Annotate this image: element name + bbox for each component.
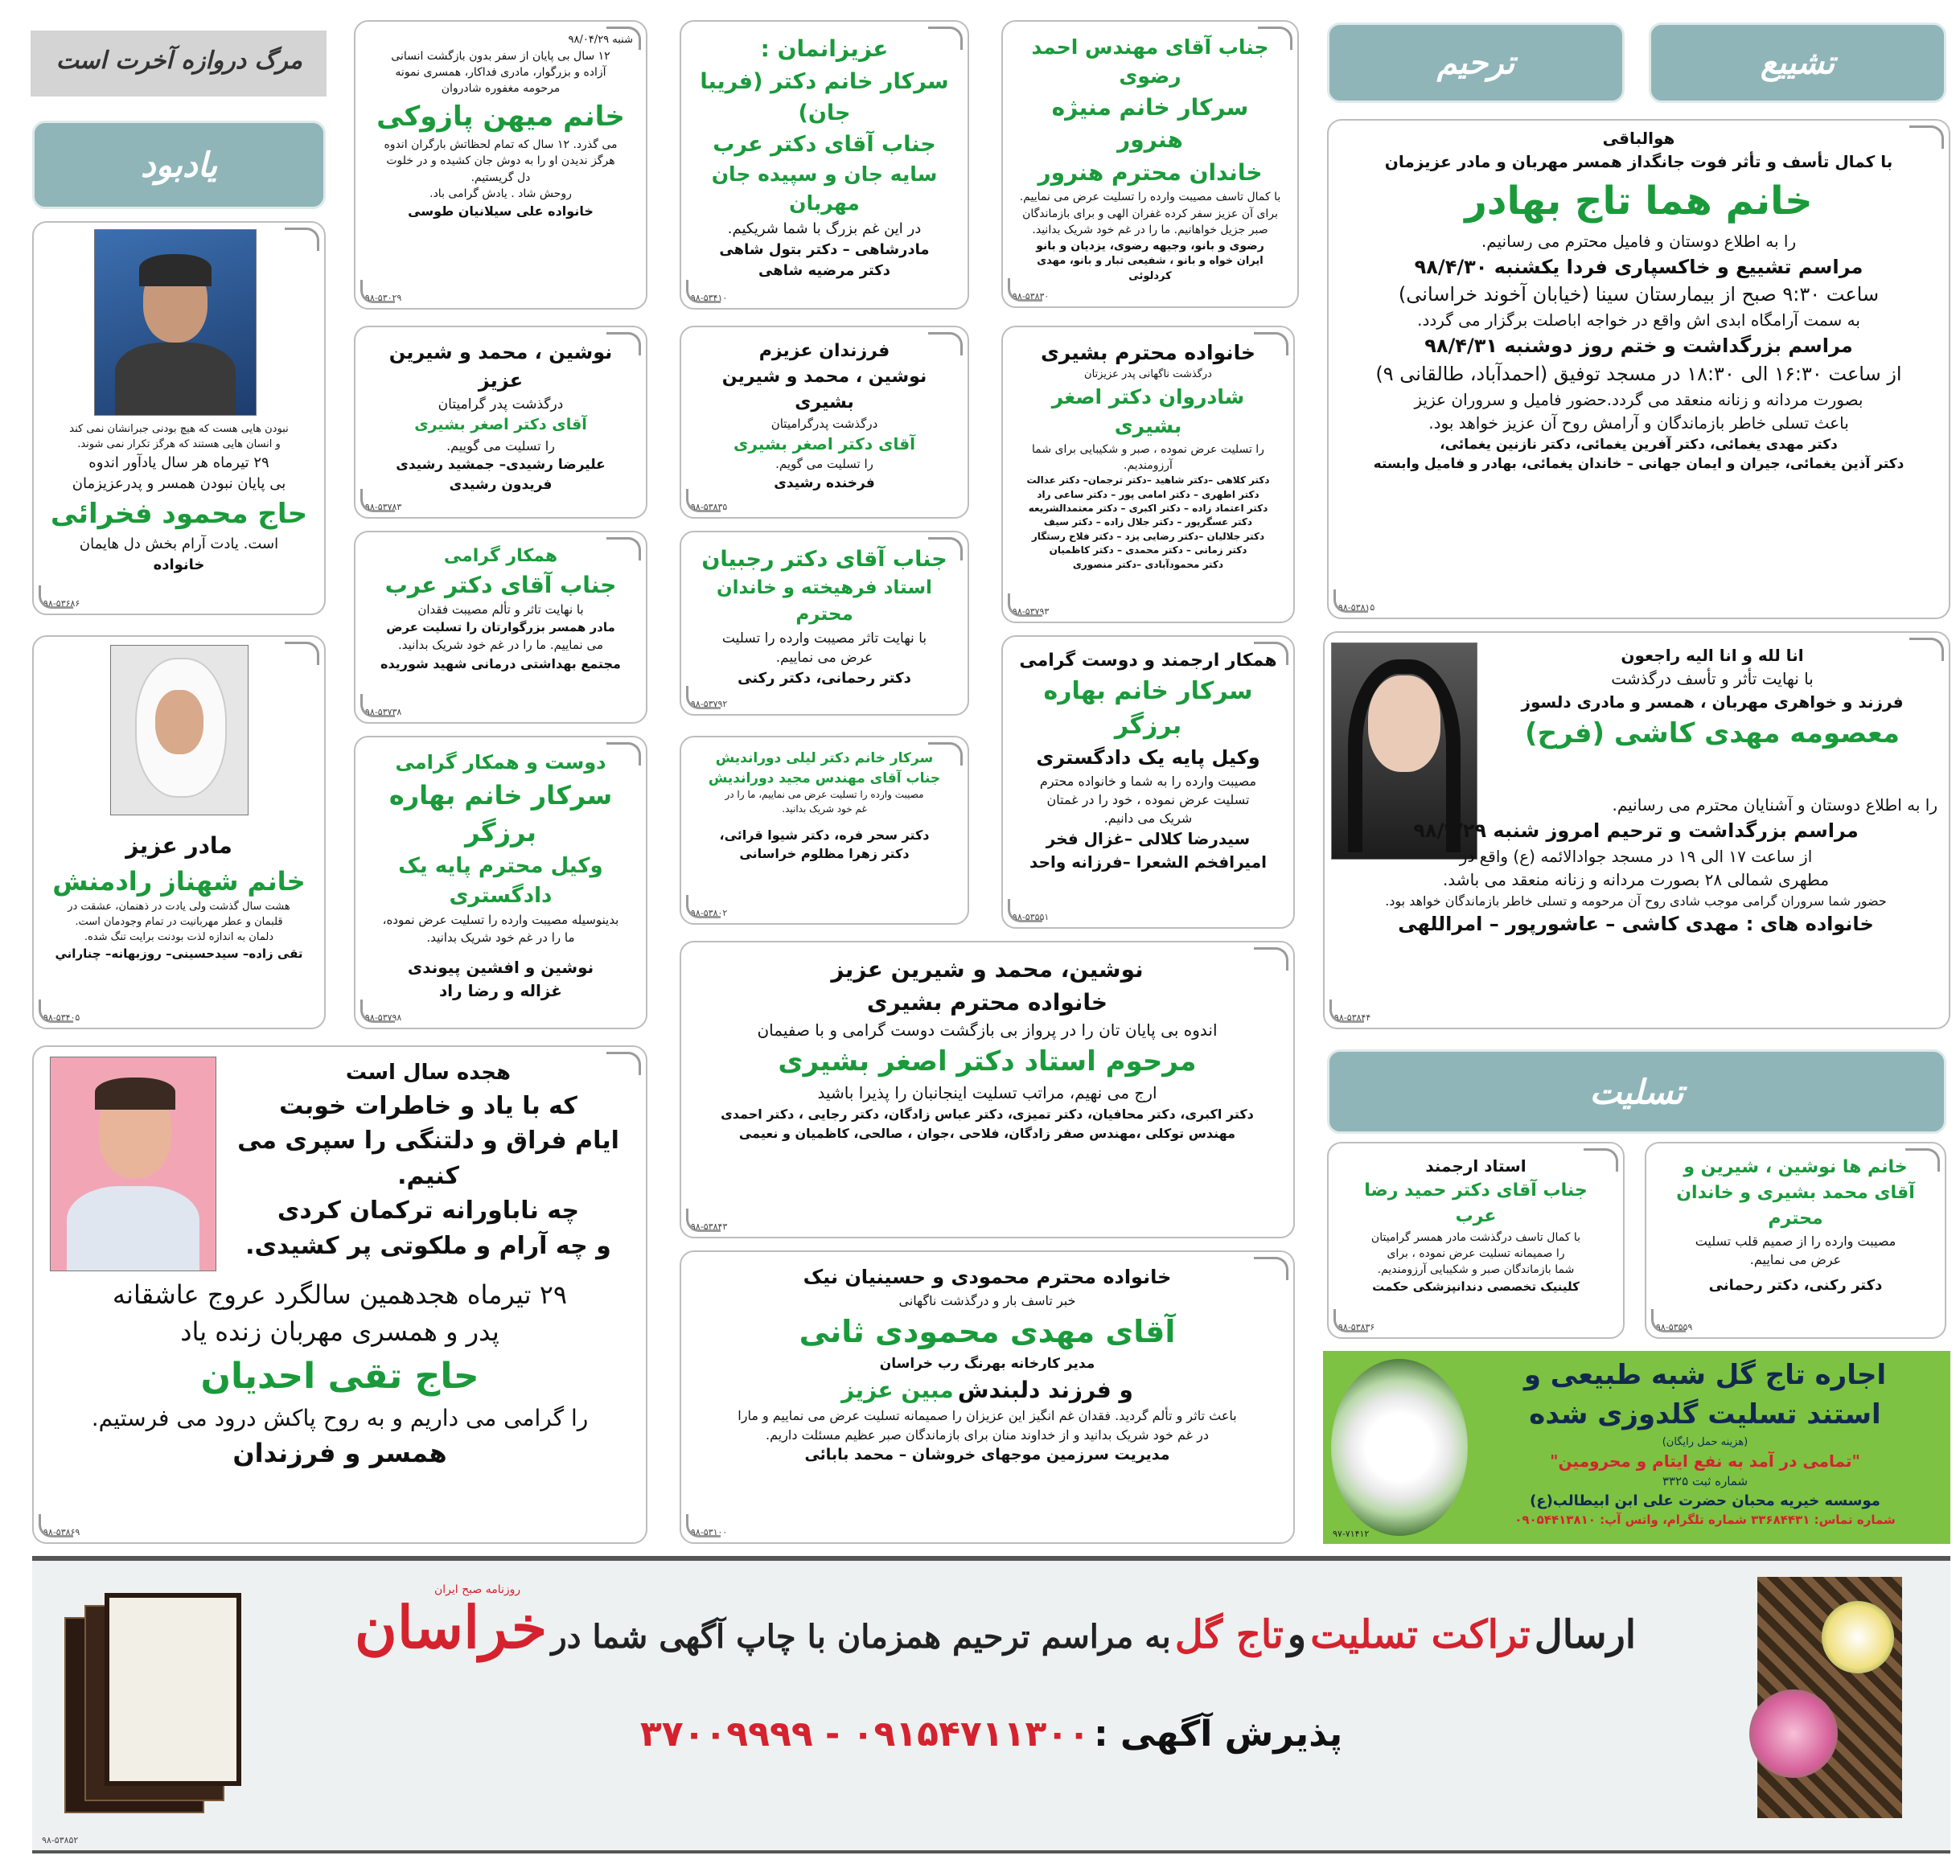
ad-main-line: ساعت ۹:۳۰ صبح از بیمارستان سینا (خیابان آخوند خراسانی) [1398, 283, 1880, 306]
banner-word: و [1287, 1612, 1307, 1657]
ad-code: ۹۸-۵۳۵۵۱ [1013, 912, 1050, 922]
ad-code: ۹۸-۵۳۸۰۲ [691, 908, 728, 918]
ad-line: روحش شاد . یادش گرامی باد. [429, 187, 572, 200]
ad-line: ما را در غم خود شریک بدانید. [426, 930, 575, 945]
ad-line: ۲۹ تیرماه هجدهمین سالگرد عروج عاشقانه [112, 1279, 568, 1310]
ad-code: ۹۸-۵۳۸۳۶ [1338, 1322, 1375, 1332]
ad-code: ۹۸-۵۳۶۸۶ [43, 598, 80, 609]
ad-line: دوست و همکار گرامی [395, 751, 606, 774]
ad-code: ۹۸-۵۳۷۹۳ [1013, 606, 1050, 617]
ad-name: شادروان دکتر اصغر بشیری [1051, 385, 1245, 438]
ad-signers: سیدرضا کلالی –غزال فخر [1046, 829, 1251, 849]
portrait-photo [110, 645, 249, 815]
ad-signers: مادرشاهی – دکتر بتول شاهی [719, 240, 930, 258]
ad-line: خانواده محترم محمودی و حسینیان نیک [803, 1266, 1172, 1288]
ad-line: و انسان هایی هستند که هرگز تکرار نمی شوند. [77, 437, 281, 450]
ad-line: مصیبت وارده را از صمیم قلب تسلیت [1695, 1233, 1896, 1249]
ad-line: نوشین، محمد و شیرین عزیز [831, 956, 1144, 983]
ad-line: مصیبت وارده را به شما و خانواده محترم [1039, 773, 1257, 789]
ad-code: ۹۸-۵۳۸۵۲ [42, 1835, 79, 1845]
ad-line: خاندان محترم هنرور [1038, 158, 1263, 186]
banner-word: ارسال [1534, 1612, 1637, 1657]
ad-main-line: باعث تسلی خاطر بازماندگان و آرامش روح آن عزیز خواهد بود. [1428, 413, 1849, 433]
ad-signers: دکتر جلالیان –دکتر رضایی یزد – دکتر فلاح رستگار [1031, 530, 1265, 542]
ad-code: ۹۸-۵۳۴۱۰ [691, 293, 728, 303]
ad-line: را تسلیت عرض نموده ، صبر و شکیبایی برای شما [1032, 442, 1264, 456]
ad-mahmoudi-sani [680, 1250, 1295, 1544]
ad-code: ۹۸-۵۳۷۳۸ [365, 707, 402, 717]
ad-line: می گذرد. ۱۲ سال که تمام لحظاتش بارگران اندوه [384, 138, 618, 152]
ad-name: حاج محمود فخرائی [50, 497, 308, 530]
banner-word: به مراسم ترحیم همزمان با چاپ آگهی شما در [551, 1618, 1171, 1656]
ad-line: ۱۲ سال بی پایان از سفر بدون بازگشت انسانی [391, 49, 610, 63]
ad-name: جناب آقای دکتر عرب [384, 571, 617, 598]
flower-line: "تمامی در آمد به نفع ایتام و محرومین" [1550, 1451, 1860, 1472]
ad-kashi-line: انا لله و انا الیه راجعون [1621, 646, 1804, 665]
ad-signers: ایران خواه و بانو ، شفیعی تبار و بانو، مهدی کردلوئی [1037, 255, 1264, 283]
ad-name: جناب آقای دکتر حمید رضا عرب [1364, 1180, 1588, 1226]
ad-line: سرکار خانم منیژه هنرور [1051, 93, 1249, 154]
ad-signers: دکتر عسگرپور – دکتر جلال زاده – دکتر سیف [1043, 516, 1253, 528]
header-yadbood [32, 121, 326, 209]
ad-code: ۹۸-۵۳۸۱۵ [1338, 602, 1375, 613]
ad-kashi-line: حضور شما سروران گرامی موجب شادی روح آن مرحومه و تسلی خاطر بازماندگان خواهد بود. [1385, 893, 1887, 909]
ad-farzandan [680, 326, 969, 519]
ad-line: فرزندان عزیزم [758, 341, 890, 361]
ad-line: چه ناباورانه ترکمان کردی [277, 1197, 580, 1225]
ad-shahnaz-radmanesh [32, 635, 326, 1029]
ad-line: سرکار خانم بهاره برزگر [388, 779, 613, 848]
ad-line: استاد فرهیخته و خاندان محترم [717, 577, 932, 626]
ad-signers: خانواده علی سیلانیان طوسی [408, 203, 594, 220]
header-tarhim-label: ترحیم [1436, 43, 1515, 82]
ad-line: سایه جان و سپیده جان مهربان [711, 162, 938, 216]
ad-line: اندوه بی پایان تان را در پرواز بی بازگشت دوست گرامی و با صفیمان [757, 1020, 1218, 1041]
khorasan-banner [32, 1556, 1950, 1853]
ad-main-line: به سمت آرامگاه ابدی اش واقع در خواجه اباصلت برگزار می گردد. [1417, 310, 1860, 330]
ad-line: همکار گرامی [443, 546, 558, 566]
ad-kashi-line: مراسم بزرگداشت و ترحیم امروز شنبه ۹۸/۴/۲۹ [1413, 819, 1859, 842]
ad-line: مدیر کارخانه بهرنگ رب خراسان [879, 1356, 1095, 1373]
ad-signers: دکتر رحمانی، دکتر رکنی [738, 670, 911, 688]
ad-line: در این غم بزرگ با شما شریکیم. [727, 220, 922, 237]
ad-hamid-reza-arab [1327, 1142, 1625, 1339]
ad-main-signers: دکتر مهدی یغمائی، دکتر آفرین یغمائی، دکتر نازنین یغمائی، [1440, 436, 1838, 453]
ad-line: با نهایت تاثر و تألم مصیبت فقدان [417, 602, 584, 618]
ad-line: بدینوسیله مصیبت وارده را تسلیت عرض نموده، [382, 912, 619, 927]
ad-line: پدر و همسری مهربان زنده یاد [180, 1316, 499, 1348]
ad-main-line: مراسم تشییع و خاکسپاری فردا یکشنبه ۹۸/۴/۳۰ [1414, 255, 1863, 278]
ad-line: هجده سال است [345, 1061, 512, 1085]
ad-line: شریک می دانیم. [1103, 811, 1193, 827]
ad-line: که با یاد و خاطرات خوبت [279, 1091, 577, 1120]
header-yadbood-label: یادبود [140, 145, 218, 185]
ad-line: عرض می نماییم. [775, 650, 873, 667]
ad-signers: دکتر زمانی – دکتر محمدی – دکتر کاظمیان [1049, 544, 1247, 556]
ad-line: وکیل محترم پایه یک دادگستری [398, 853, 603, 909]
ad-fariba [680, 20, 969, 310]
trakat-card-image [64, 1593, 249, 1818]
ad-line: خبر تاسف بار و درگذشت ناگهانی [898, 1292, 1076, 1308]
ad-line: هشت سال گذشت ولی یادت در ذهنمان، عشقت در [68, 900, 290, 913]
flower-line: شماره ثبت ۳۳۲۵ [1662, 1474, 1748, 1489]
ad-line: قلبمان و عطر مهربانیت در تمام وجودمان است. [75, 915, 283, 928]
banner-word-red: تاج گل [1174, 1612, 1284, 1657]
ad-name: آقای مهدی محمودی ثانی [799, 1313, 1176, 1349]
header-tarhim [1327, 23, 1625, 103]
ad-arab-colleague [354, 531, 647, 724]
ad-line: است. یادت آرام بخش دل هایمان [79, 536, 279, 553]
ad-line: و فرزند دلبندش [957, 1376, 1133, 1403]
flower-stand-image [1725, 1577, 1934, 1834]
ad-line: را گرامی می داریم و به روح پاکش درود می فرستیم. [91, 1404, 589, 1431]
ad-rajabian [680, 531, 969, 716]
portrait-photo [94, 229, 257, 416]
ad-line: دل گریستیم. [470, 170, 531, 184]
ad-signers: فرخنده رشیدی [774, 475, 875, 492]
khorasan-logo: خراسان [354, 1593, 548, 1661]
ad-line: درگذشت ناگهانی پدر عزیزتان [1084, 368, 1212, 381]
ad-main-signers: دکتر آذین یغمائی، جیران و ایمان جهانی – خاندان یغمائی، بهادر و فامیل وابسته [1373, 456, 1905, 473]
ad-signers: دکتر رکنی، دکتر رحمانی [1708, 1277, 1883, 1295]
ad-ostad-bashiri [680, 941, 1295, 1238]
ad-line: آقای محمد بشیری و خاندان محترم [1676, 1182, 1915, 1229]
ad-name: سرکار خانم بهاره برزگر [1043, 676, 1253, 741]
ad-signers: خانواده [153, 556, 205, 574]
flower-line: اجاره تاج گل شبه طبیعی و [1523, 1359, 1887, 1391]
ad-kashi-name: معصومه مهدی کاشی (فرح) [1525, 717, 1900, 749]
ad-name: مبین عزیز [841, 1376, 954, 1403]
khorasan-logo-tagline: روزنامه صبح ایران [434, 1583, 521, 1596]
ad-rezavi [1001, 20, 1299, 308]
ad-code: ۹۸-۵۳۸۴۳ [691, 1221, 728, 1232]
flower-wreath-image [1331, 1359, 1468, 1536]
ad-signers: دکتر زهرا مظلوم خراسانی [739, 846, 910, 862]
ad-line: شما بازماندگان صبر و شکیبایی آرزومندیم. [1377, 1263, 1575, 1277]
ad-main-line: را به اطلاع دوستان و فامیل محترم می رسانیم. [1481, 231, 1797, 251]
ad-signers: دکتر اطهری – دکتر امامی پور – دکتر ساعی راد [1037, 488, 1259, 500]
ad-signers: دکتر مرضیه شاهی [758, 261, 890, 279]
ad-signers: دکتر اعتماد زاده – دکتر اکبری – دکتر معتمدالشریعه [1028, 502, 1268, 514]
ad-line: جناب آقای دکتر عرب [713, 131, 936, 157]
ad-kashi-line: با نهایت تأثر و تأسف درگذشت [1611, 669, 1814, 688]
ad-code: ۹۸-۵۳۷۹۲ [691, 699, 728, 709]
motto-box [31, 31, 327, 96]
ad-date: شنبه ۹۸/۰۴/۲۹ [568, 34, 633, 46]
ad-line: جناب آقای دکتر رجبیان [701, 547, 947, 572]
ad-homa-taj-bahador [1327, 119, 1950, 619]
header-tashyi-label: تشییع [1760, 43, 1835, 82]
ad-code: ۹۷-۷۱۴۱۲ [1333, 1529, 1370, 1539]
ad-code: ۹۸-۵۳۸۳۵ [691, 502, 728, 512]
banner-phone: ۰۹۱۵۴۷۱۱۳۰۰ - ۳۷۰۰۹۹۹۹ [639, 1714, 1091, 1755]
ad-line: نوشین ، محمد و شیرین بشیری [721, 366, 927, 413]
ad-signers: دکتر کلاهی –دکتر شاهید –دکتر ترجمان– دکتر عدالت [1026, 474, 1270, 486]
ad-signers: مهندس توکلی ،مهندس صفر زادگان، فلاحی ،جوان ، صالحی، کاظمیان و نعیمی [738, 1125, 1236, 1141]
ad-code: ۹۸-۵۳۱۰۰ [691, 1527, 728, 1537]
ad-line: با کمال تاسف درگذشت مادر همسر گرامیتان [1370, 1230, 1581, 1244]
ad-line: می نماییم. ما را در غم خود شریک بدانید. [397, 637, 604, 652]
ad-line: دلمان به اندازه لذت بودنت برایت تنگ شده. [84, 930, 274, 943]
ad-line: غم خود شریک بدانید. [782, 803, 867, 815]
ad-signers: دکتر محمودآبادی –دکتر منصوری [1072, 558, 1224, 570]
ad-line: خانم ها نوشین ، شیرین و [1683, 1157, 1908, 1177]
ad-line: را تسلیت می گوییم. [446, 437, 555, 454]
ad-line: بی پایان نبودن همسر و پدرعزیزمان [72, 474, 286, 492]
ad-main-line: بصورت مردانه و زنانه منعقد می گردد.حضور فامیل و سروران عزیز [1414, 389, 1863, 409]
ad-line: مادر همسر بزرگوارتان را تسلیت عرض [386, 620, 615, 635]
ad-code: ۹۸-۵۳۸۶۹ [43, 1527, 80, 1537]
ad-nooshin-shirin-2 [1645, 1142, 1946, 1339]
ad-line: عزیزانمان : [760, 35, 889, 62]
ad-line: باعث تاثر و تألم گردید. فقدان غم انگیز این عزیزان را صمیمانه تسلیت عرض می نماییم و مارا [738, 1408, 1237, 1424]
ad-signers: فریدون رشیدی [449, 476, 553, 493]
ad-signers: مدیریت سرزمین موجهای خروشان – محمد بابائی [804, 1445, 1170, 1463]
ad-line: خانواده محترم بشیری [1040, 341, 1256, 364]
ad-line: ایام فراق و دلتنگی را سپری می کنیم. [237, 1127, 619, 1190]
ad-line: مرحومه مغفوره شادروان [441, 82, 561, 96]
ad-line: استاد ارجمند [1425, 1156, 1526, 1176]
ad-bahareh-barzegar-1 [1001, 635, 1295, 929]
ad-line: عرض می نماییم. [1749, 1251, 1842, 1267]
ad-flower-rental [1323, 1351, 1950, 1544]
ad-name: خانم شهناز رادمنش [52, 865, 306, 897]
ad-code: ۹۸-۵۳۵۵۹ [1656, 1322, 1693, 1332]
flower-line: (هزینه حمل رایگان) [1662, 1435, 1748, 1448]
ad-line: و چه آرام و ملکوتی پر کشیدی. [245, 1231, 611, 1260]
ad-line: مادر عزیز [125, 832, 232, 859]
ad-line: نبودن هایی هست که هیچ بودنی جبرانشان نمی کند [69, 423, 289, 435]
ad-name: آقای دکتر اصغر بشیری [733, 434, 915, 454]
ad-line: جناب آقای مهندس احمد رضوی [1031, 35, 1269, 88]
ad-line: مصیبت وارده را تسلیت عرض می نماییم، ما را در [725, 789, 924, 801]
ad-signers: کلینیک تخصصی دندانپزشکی حکمت [1372, 1279, 1580, 1294]
ad-bahareh-barzegar-2 [354, 736, 647, 1029]
ad-code: ۹۸-۵۳۷۸۳ [365, 502, 402, 512]
banner-label: پذیرش آگهی : [1094, 1714, 1343, 1755]
ad-nooshin-1 [354, 326, 647, 519]
ad-line: با نهایت تاثر مصیبت وارده را تسلیت [721, 630, 927, 647]
ad-line: تسلیت عرض نموده ، خود را در غمتان [1046, 791, 1250, 807]
ad-name: حاج تقی احدیان [200, 1355, 479, 1397]
ad-main-line: با کمال تأسف و تأثر فوت جانگداز همسر مهربان و مادر عزیزمان [1384, 152, 1893, 171]
ad-signers: نوشین و افشین پیوندی [407, 958, 594, 978]
ad-line: را صمیمانه تسلیت عرض نموده ، برای [1387, 1247, 1565, 1261]
ad-kashi-signers: خانواده های : مهدی کاشی – عاشورپور – امراللهی [1398, 912, 1874, 935]
flower-line: شماره تماس: ۳۳۶۸۴۴۳۱ شماره تلگرام، واتس آپ: ۰۹۰۵۴۴۱۳۸۱۰ [1514, 1513, 1896, 1528]
ad-line: را تسلیت می گویم. [775, 457, 873, 472]
ad-kashi-line: از ساعت ۱۷ الی ۱۹ در مسجد جوادالائمه (ع) واقع در [1459, 846, 1813, 866]
ad-line: ارج می نهیم، مراتب تسلیت اینجانبان را پذیرا باشید [817, 1083, 1157, 1103]
ad-code: ۹۸-۵۳۸۴۴ [1334, 1012, 1371, 1023]
ad-taghi-ahadian [32, 1045, 647, 1544]
ad-line: سرکار خانم دکتر (فریبا جان) [700, 68, 949, 125]
ad-line: برای آن عزیز سفر کرده غفران الهی و برای بازماندگان [1022, 207, 1278, 220]
ad-signers: غزاله و رضا راد [439, 981, 562, 1001]
ad-line: سرکار خانم دکتر لیلی دوراندیش [715, 750, 934, 766]
motto-text: مرگ دروازه آخرت است [55, 47, 302, 75]
ad-signers: همسر و فرزندان [232, 1438, 447, 1469]
ad-line: با کمال تاسف مصیبت وارده را تسلیت عرض می نماییم. [1019, 191, 1281, 204]
ad-line: در غم خود شریک بدانید و از خداوند منان برای بازماندگان صبر عظیم مسئلت داریم. [766, 1426, 1209, 1443]
ad-line: جناب آقای مهندس مجید دوراندیش [708, 770, 941, 786]
ad-line: همکار ارجمند و دوست گرامی [1019, 651, 1277, 671]
ad-main-name: خانم هما تاج بهادر [1465, 179, 1813, 224]
ad-mahmoud-fakhraei [32, 221, 326, 615]
ad-line: صبر جزیل خواهانیم. ما را در غم خود شریک بدانید. [1032, 223, 1268, 236]
ad-line: درگذشت پدرگرامیتان [770, 416, 878, 431]
banner-word-red: تراکت تسلیت [1310, 1612, 1531, 1657]
flower-line: موسسه خیریه محبان حضرت علی ابن ابیطالب(ع) [1530, 1492, 1880, 1510]
ad-signers: دکتر سحر فره، دکتر شیوا قرائی، [719, 827, 930, 844]
ad-signers: امیرافخم الشعرا –فرزانه واحد [1029, 852, 1267, 872]
ad-kashi-line: را به اطلاع دوستان و آشنایان محترم می رسانیم. [1612, 795, 1937, 815]
ad-signers: تقی زاده– سیدحسینی– روزبهانه– چناراني [55, 946, 303, 961]
portrait-photo [50, 1057, 216, 1271]
ad-signers: مجتمع بهداشتی درمانی شهید شوریده [380, 655, 621, 671]
ad-davarandish [680, 736, 969, 925]
ad-line: هرگز ندیدن او را به دوش جان کشیده و در خلوت [386, 154, 615, 168]
ad-bashiri-family [1001, 326, 1295, 623]
ad-code: ۹۸-۵۳۸۳۰ [1013, 291, 1050, 302]
ad-mihan-pazooki [354, 20, 647, 310]
header-taslit-label: تسلیت [1589, 1072, 1684, 1111]
ad-signers: رضوی و بانو، وجیهه رضوی، یزدیان و بانو [1036, 240, 1264, 253]
ad-name: مرحوم استاد دکتر اصغر بشیری [778, 1045, 1197, 1078]
ad-line: آزاده و بزرگوار، مادری فداکار، همسری نمونه [395, 66, 606, 80]
ad-line: نوشین ، محمد و شیرین عزیز [388, 341, 613, 392]
ad-code: ۹۸-۵۳۷۹۸ [365, 1012, 402, 1023]
ad-name: خانم میهن پازوکی [376, 100, 625, 133]
ad-line: ۲۹ تیرماه هر سال یادآور اندوه [88, 454, 269, 471]
ad-line: وکیل پایه یک دادگستری [1036, 745, 1260, 769]
ad-main-line: از ساعت ۱۶:۳۰ الی ۱۸:۳۰ در مسجد توفیق (احمدآباد، طالقانی ۹) [1375, 362, 1902, 385]
ad-code: ۹۸-۵۳۰۲۹ [365, 293, 402, 303]
flower-line: استند تسلیت گلدوزی شده [1529, 1398, 1881, 1431]
ad-line: درگذشت پدر گرامیتان [438, 396, 564, 413]
ad-masoumeh-kashi [1323, 631, 1950, 1029]
header-taslit [1327, 1049, 1946, 1134]
ad-main-line: مراسم بزرگداشت و ختم روز دوشنبه ۹۸/۴/۳۱ [1424, 335, 1853, 358]
ad-code: ۹۸-۵۳۴۰۵ [43, 1012, 80, 1023]
ad-kashi-line: مطهری شمالی ۲۸ بصورت مردانه و زنانه منعقد می باشد. [1442, 869, 1830, 889]
ad-kashi-line: فرزند و خواهری مهربان ، همسر و مادری دلسوز [1521, 692, 1904, 712]
ad-line: خانواده محترم بشیری [866, 988, 1108, 1016]
ad-name: آقای دکتر اصغر بشیری [414, 416, 587, 434]
header-tashyi [1649, 23, 1946, 103]
ad-line: آرزومندیم. [1124, 458, 1173, 472]
ad-signers: علیرضا رشیدی– جمشید رشیدی [396, 456, 606, 473]
ad-main-line: هوالباقی [1602, 129, 1675, 148]
ad-signers: دکتر اکبری، دکتر محافیان، دکتر تمیزی، دکتر عباس زادگان، دکتر رجایی ، دکتر احمدی [721, 1106, 1254, 1123]
